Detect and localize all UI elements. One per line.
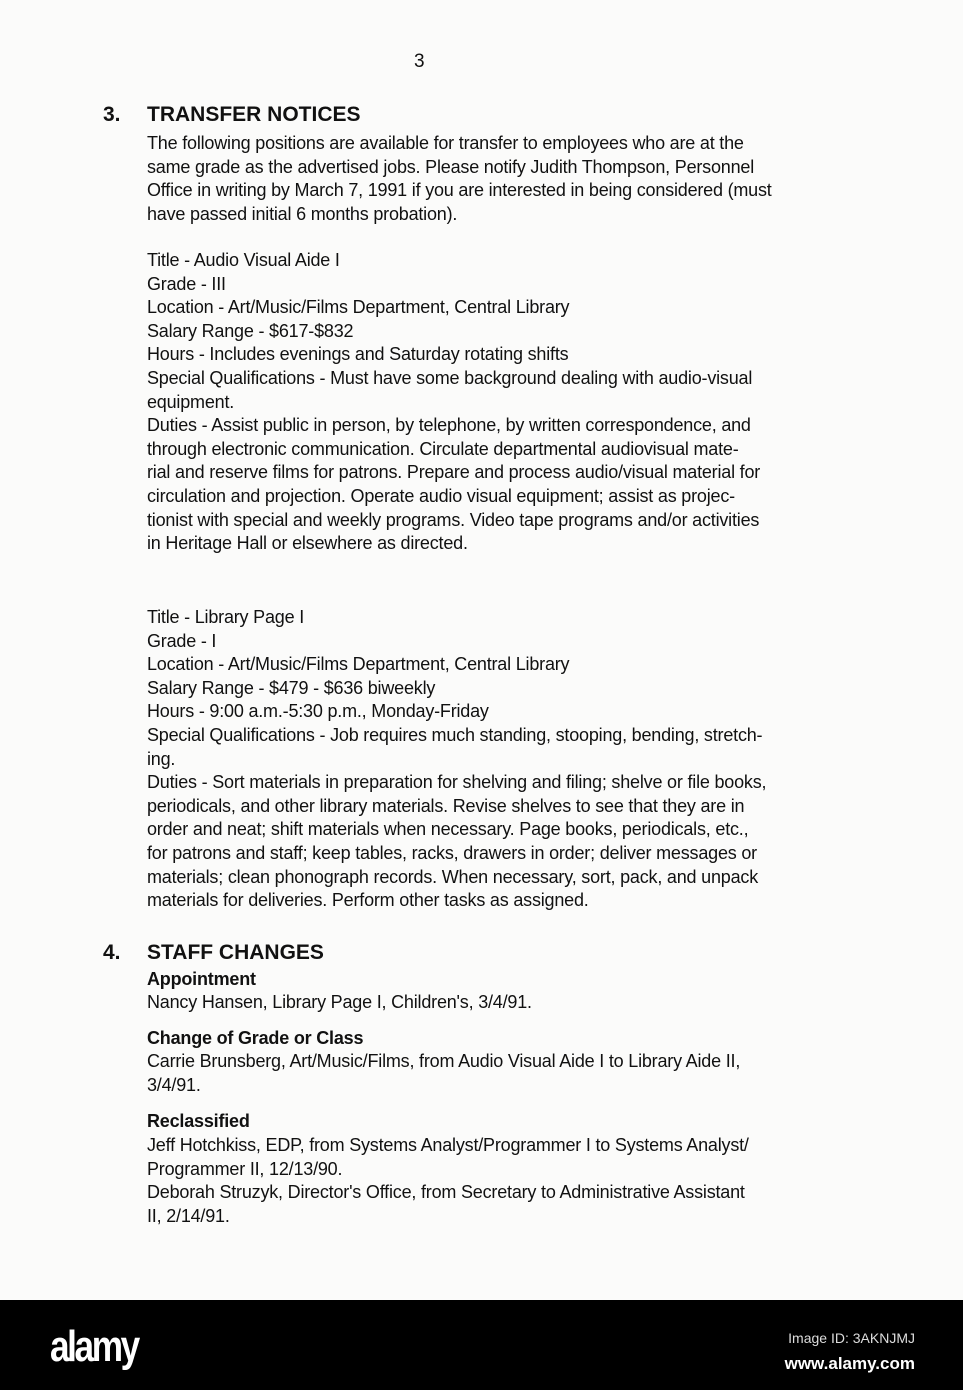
text-line: Carrie Brunsberg, Art/Music/Films, from Audio Visual Aide I to Library Aide II,: [147, 1051, 741, 1071]
reclassified-heading: Reclassified: [147, 1111, 250, 1131]
text-line: in Heritage Hall or elsewhere as directed.: [147, 533, 468, 554]
text-line: Location - Art/Music/Films Department, Central Library: [147, 297, 570, 318]
text-line: periodicals, and other library materials. Revise shelves to see that they are in: [147, 795, 745, 816]
text-line: Programmer II, 12/13/90.: [147, 1158, 343, 1179]
text-line: Hours - Includes evenings and Saturday rotating shifts: [147, 344, 569, 365]
watermark-banner: [0, 1300, 963, 1390]
text-line: order and neat; shift materials when necessary. Page books, periodicals, etc.,: [147, 819, 749, 840]
text-line: ing.: [147, 748, 176, 769]
section-3-heading: 3. TRANSFER NOTICES: [103, 103, 361, 126]
text-line: Grade - III: [147, 273, 226, 294]
text-line: Title - Audio Visual Aide I: [147, 250, 340, 270]
text-line: Jeff Hotchkiss, EDP, from Systems Analyst/Programmer I to Systems Analyst/: [147, 1135, 749, 1155]
text-line: have passed initial 6 months probation).: [147, 203, 458, 224]
appointment-heading: Appointment: [147, 969, 256, 989]
text-line: Special Qualifications - Job requires much standing, stooping, bending, stretch-: [147, 724, 763, 745]
text-line: Office in writing by March 7, 1991 if you are interested in being considered (must: [147, 180, 772, 201]
text-line: equipment.: [147, 391, 235, 412]
text-line: tionist with special and weekly programs. Video tape programs and/or activities: [147, 509, 760, 530]
text-line: Hours - 9:00 a.m.-5:30 p.m., Monday-Friday: [147, 701, 489, 722]
watermark-url: www.alamy.com: [784, 1354, 915, 1373]
text-line: Salary Range - $479 - $636 biweekly: [147, 677, 436, 698]
text-line: Duties - Assist public in person, by telephone, by written correspondence, and: [147, 415, 751, 436]
text-line: Deborah Struzyk, Director's Office, from Secretary to Administrative Assistant: [147, 1182, 745, 1203]
text-line: Duties - Sort materials in preparation for shelving and filing; shelve or file books,: [147, 772, 767, 793]
text-line: Salary Range - $617-$832: [147, 320, 354, 341]
job-posting-library-page: [147, 606, 766, 913]
text-line: The following positions are available for transfer to employees who are at the: [147, 133, 744, 153]
text-line: Location - Art/Music/Films Department, Central Library: [147, 654, 570, 675]
text-line: Special Qualifications - Must have some background dealing with audio-visual: [147, 367, 753, 388]
text-line: through electronic communication. Circulate departmental audiovisual mate-: [147, 438, 739, 459]
text-line: Nancy Hansen, Library Page I, Children's, 3/4/91.: [147, 992, 532, 1012]
text-line: II, 2/14/91.: [147, 1205, 230, 1226]
change-of-grade-heading: Change of Grade or Class: [147, 1028, 364, 1048]
text-line: 3/4/91.: [147, 1074, 201, 1095]
change-of-grade-list: [147, 1050, 740, 1097]
text-line: materials for deliveries. Perform other tasks as assigned.: [147, 890, 589, 911]
text-line: same grade as the advertised jobs. Please notify Judith Thompson, Personnel: [147, 156, 755, 177]
reclassified-list: [147, 1134, 749, 1228]
text-line: Grade - I: [147, 630, 217, 651]
transfer-intro: [147, 132, 772, 226]
page-number: 3: [414, 51, 425, 72]
text-line: materials; clean phonograph records. When necessary, sort, pack, and unpack: [147, 866, 759, 887]
image-id: Image ID: 3AKNJMJ: [788, 1330, 915, 1346]
appointment-list: [147, 991, 532, 1015]
text-line: for patrons and staff; keep tables, racks, drawers in order; deliver messages or: [147, 842, 757, 863]
text-line: circulation and projection. Operate audio visual equipment; assist as projec-: [147, 485, 735, 506]
alamy-logo: alamy: [50, 1322, 138, 1371]
section-4-heading: 4. STAFF CHANGES: [103, 941, 324, 964]
job-posting-audio-visual-aide: [147, 249, 760, 556]
text-line: Title - Library Page I: [147, 607, 304, 627]
text-line: rial and reserve films for patrons. Prepare and process audio/visual material for: [147, 462, 761, 483]
